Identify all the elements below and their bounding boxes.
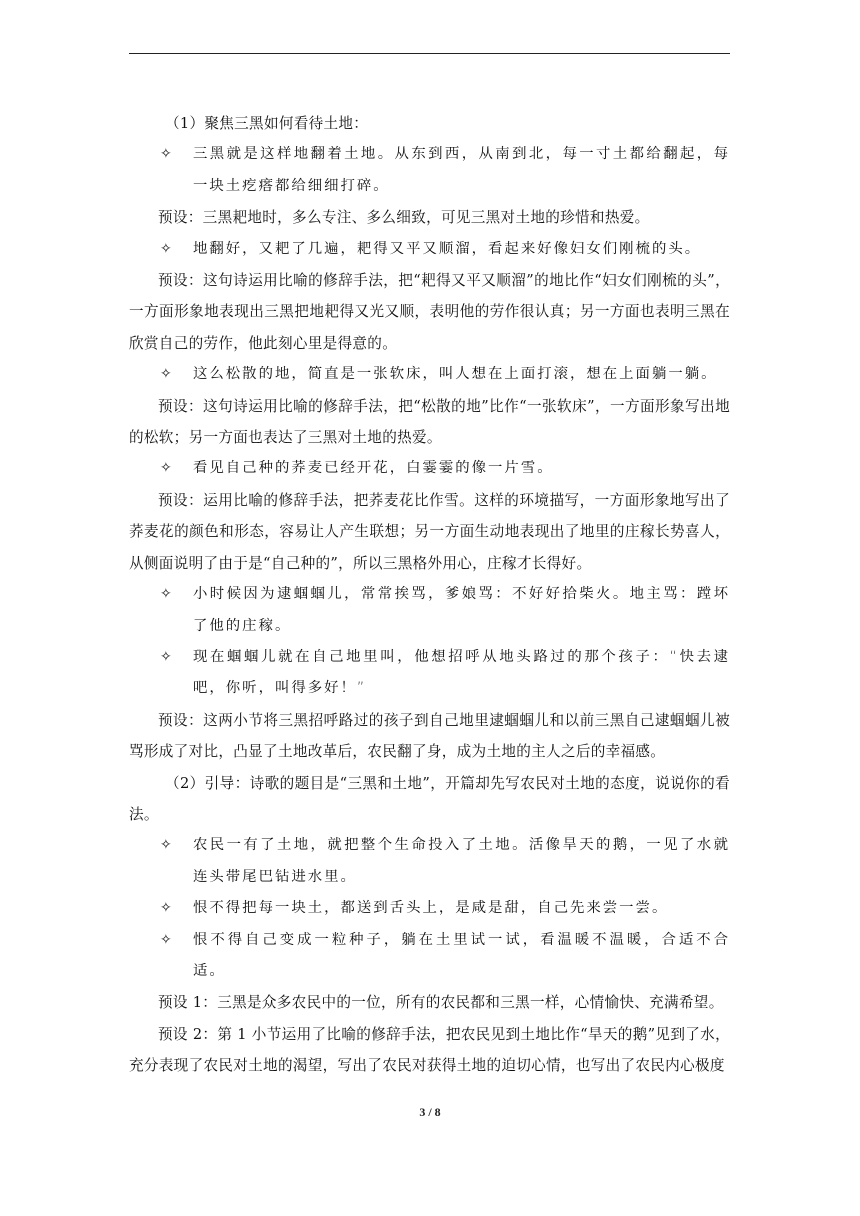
preset-paragraph: 预设 2：第 1 小节运用了比喻的修辞手法，把农民见到土地比作“旱天的鹅”见到了水，充分表现了农民对土地的渴望，写出了农民对获得土地的迫切心情，也写出了农民内心极度 (129, 1025, 730, 1075)
subheading-1: （1）聚焦三黑如何看待土地： (165, 115, 369, 132)
sparkle-bullet-icon: ✧ (160, 146, 172, 163)
poem-quote: ✧ 现在蝈蝈儿就在自己地里叫，他想招呼从地头路过的那个孩子：“快去逮吧，你听，叫得多好！” (129, 642, 730, 705)
sparkle-bullet-icon: ✧ (160, 586, 172, 603)
sparkle-bullet-icon: ✧ (160, 366, 172, 383)
subheading-2: （2）引导：诗歌的题目是“三黑和土地”，开篇却先写农民对土地的态度，说说你的看法。 (129, 774, 730, 823)
poem-quote: ✧ 看见自己种的荞麦已经开花，白霎霎的像一片雪。 (129, 453, 730, 484)
preset-paragraph: 预设：这句诗运用比喻的修辞手法，把“松散的地”比作“一张软床”，一方面形象写出地的松软；另一方面也表达了三黑对土地的热爱。 (129, 397, 730, 447)
poem-quote: ✧ 三黑就是这样地翻着土地。从东到西，从南到北，每一寸土都给翻起，每一块土疙瘩都给细细打碎。 (129, 139, 730, 202)
poem-quote: ✧ 农民一有了土地，就把整个生命投入了土地。活像旱天的鹅，一见了水就连头带尾巴钻进水里。 (129, 830, 730, 893)
poem-quote: ✧ 恨不得把每一块土，都送到舌头上，是咸是甜，自己先来尝一尝。 (129, 893, 730, 924)
sparkle-bullet-icon: ✧ (160, 837, 172, 854)
sparkle-bullet-icon: ✧ (160, 931, 172, 948)
header-rule (129, 53, 730, 54)
poem-quote: ✧ 恨不得自己变成一粒种子，躺在土里试一试，看温暖不温暖，合适不合适。 (129, 925, 730, 988)
preset-paragraph: 预设：这两小节将三黑招呼路过的孩子到自己地里逮蝈蝈儿和以前三黑自己逮蝈蝈儿被骂形成了对比，凸显了土地改革后，农民翻了身，成为土地的主人之后的幸福感。 (129, 711, 730, 761)
preset-paragraph: 预设：这句诗运用比喻的修辞手法，把“耙得又平又顺溜”的地比作“妇女们刚梳的头”，一方面形象地表现出三黑把地耙得又光又顺，表明他的劳作很认真；另一方面也表明三黑在欣赏自己的劳作，他此刻心里是得意的。 (129, 272, 730, 352)
poem-quote: ✧ 这么松散的地，简直是一张软床，叫人想在上面打滚，想在上面躺一躺。 (129, 359, 730, 390)
page-number: 3 / 8 (419, 1105, 441, 1119)
preset-paragraph: 预设：三黑耙地时，多么专注、多么细致，可见三黑对土地的珍惜和热爱。 (158, 209, 650, 227)
poem-quote: ✧ 小时候因为逮蝈蝈儿，常常挨骂，爹娘骂：不好好拾柴火。地主骂：蹚坏了他的庄稼。 (129, 579, 730, 642)
sparkle-bullet-icon: ✧ (160, 240, 172, 257)
preset-paragraph: 预设 1：三黑是众多农民中的一位，所有的农民都和三黑一样，心情愉快、充满希望。 (158, 994, 724, 1012)
preset-paragraph: 预设：运用比喻的修辞手法，把荞麦花比作雪。这样的环境描写，一方面形象地写出了荞麦花的颜色和形态，容易让人产生联想；另一方面生动地表现出了地里的庄稼长势喜人，从侧面说明了由于是“自己种的”，所以三黑格外用心，庄稼才长得好。 (129, 491, 730, 572)
sparkle-bullet-icon: ✧ (160, 460, 172, 477)
poem-quote: ✧ 地翻好，又耙了几遍，耙得又平又顺溜，看起来好像妇女们刚梳的头。 (129, 234, 730, 265)
document-body (129, 108, 730, 1082)
sparkle-bullet-icon: ✧ (160, 900, 172, 917)
sparkle-bullet-icon: ✧ (160, 648, 172, 665)
